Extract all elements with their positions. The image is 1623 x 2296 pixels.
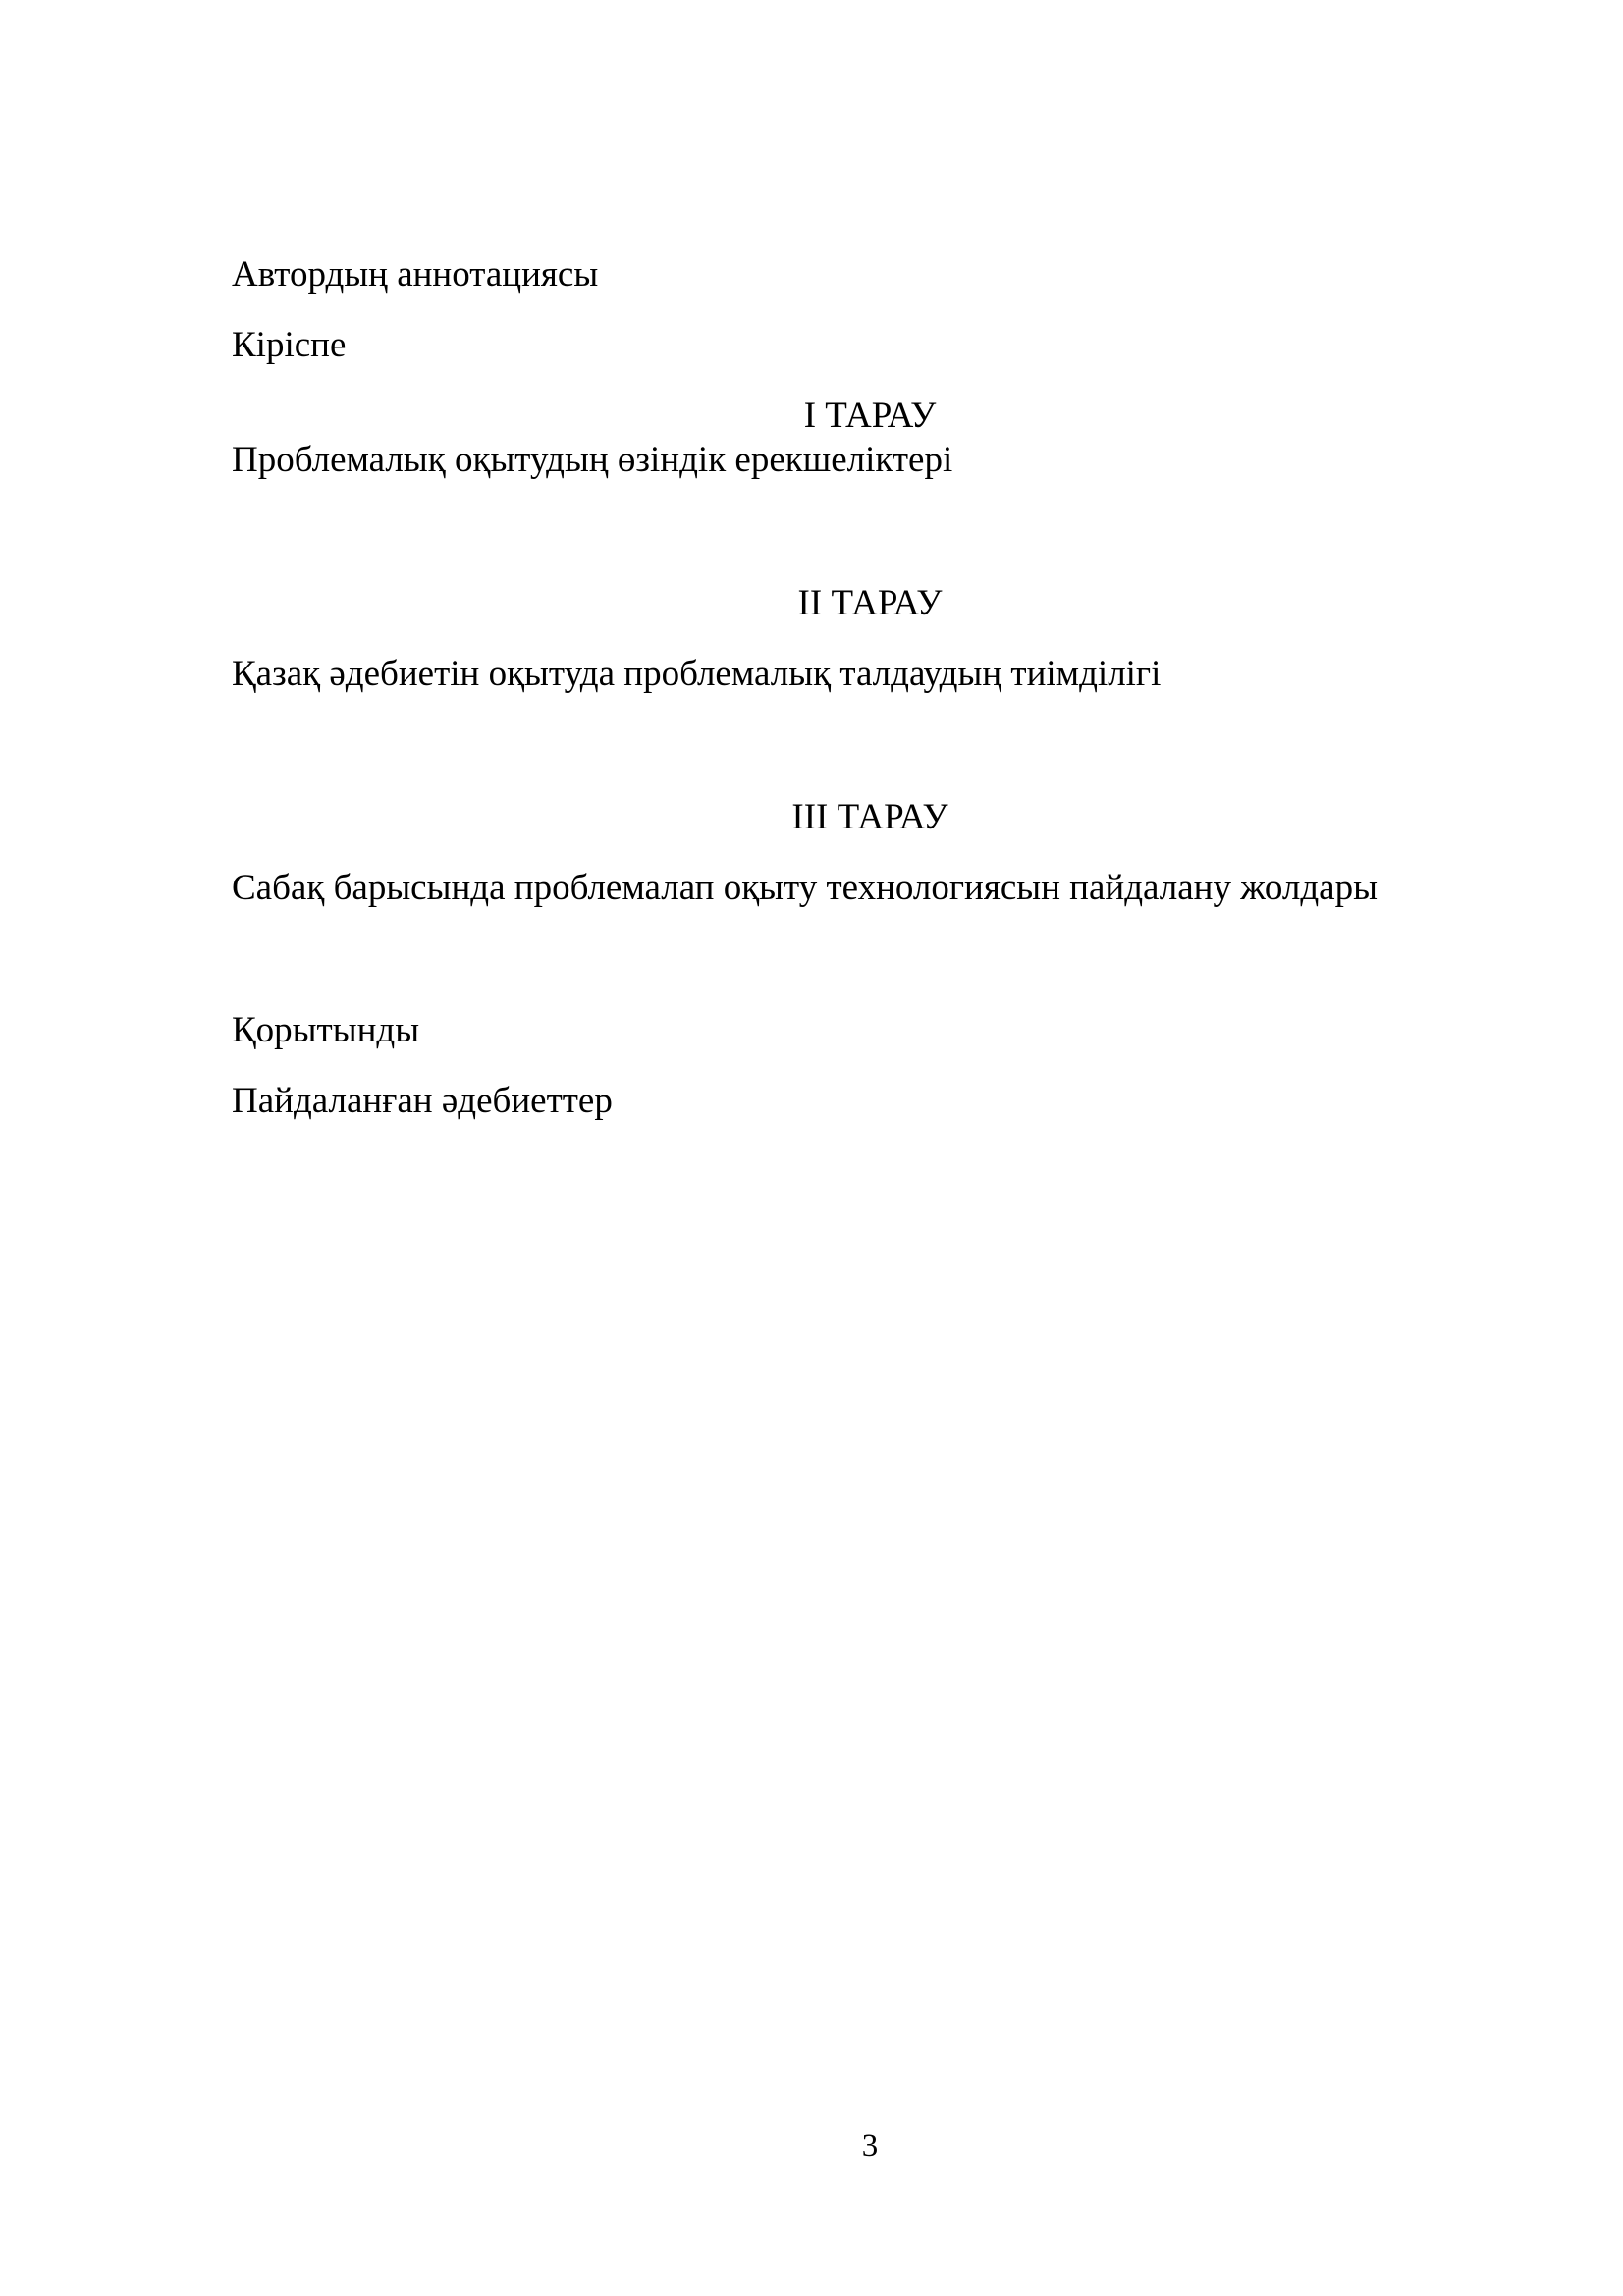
chapter-2-heading: ІІ ТАРАУ [797, 583, 943, 623]
chapter-1-heading: І ТАРАУ [803, 396, 937, 436]
chapter-3-title: Сабақ барысында проблемалап оқыту технологиясын пайдалану жолдары [232, 868, 1378, 908]
chapter-3-heading: ІІІ ТАРАУ [791, 797, 948, 837]
toc-author-annotation: Автордың аннотациясы [232, 254, 599, 294]
toc-conclusion: Қорытынды [232, 1010, 420, 1050]
chapter-1-title: Проблемалық оқытудың өзіндік ерекшеліктері [232, 440, 953, 480]
chapter-2-title: Қазақ әдебиетін оқытуда проблемалық талдаудың тиімділігі [232, 654, 1162, 694]
toc-references: Пайдаланған әдебиеттер [232, 1081, 613, 1121]
toc-introduction: Кіріспе [232, 325, 347, 365]
page-number: 3 [861, 2128, 879, 2163]
